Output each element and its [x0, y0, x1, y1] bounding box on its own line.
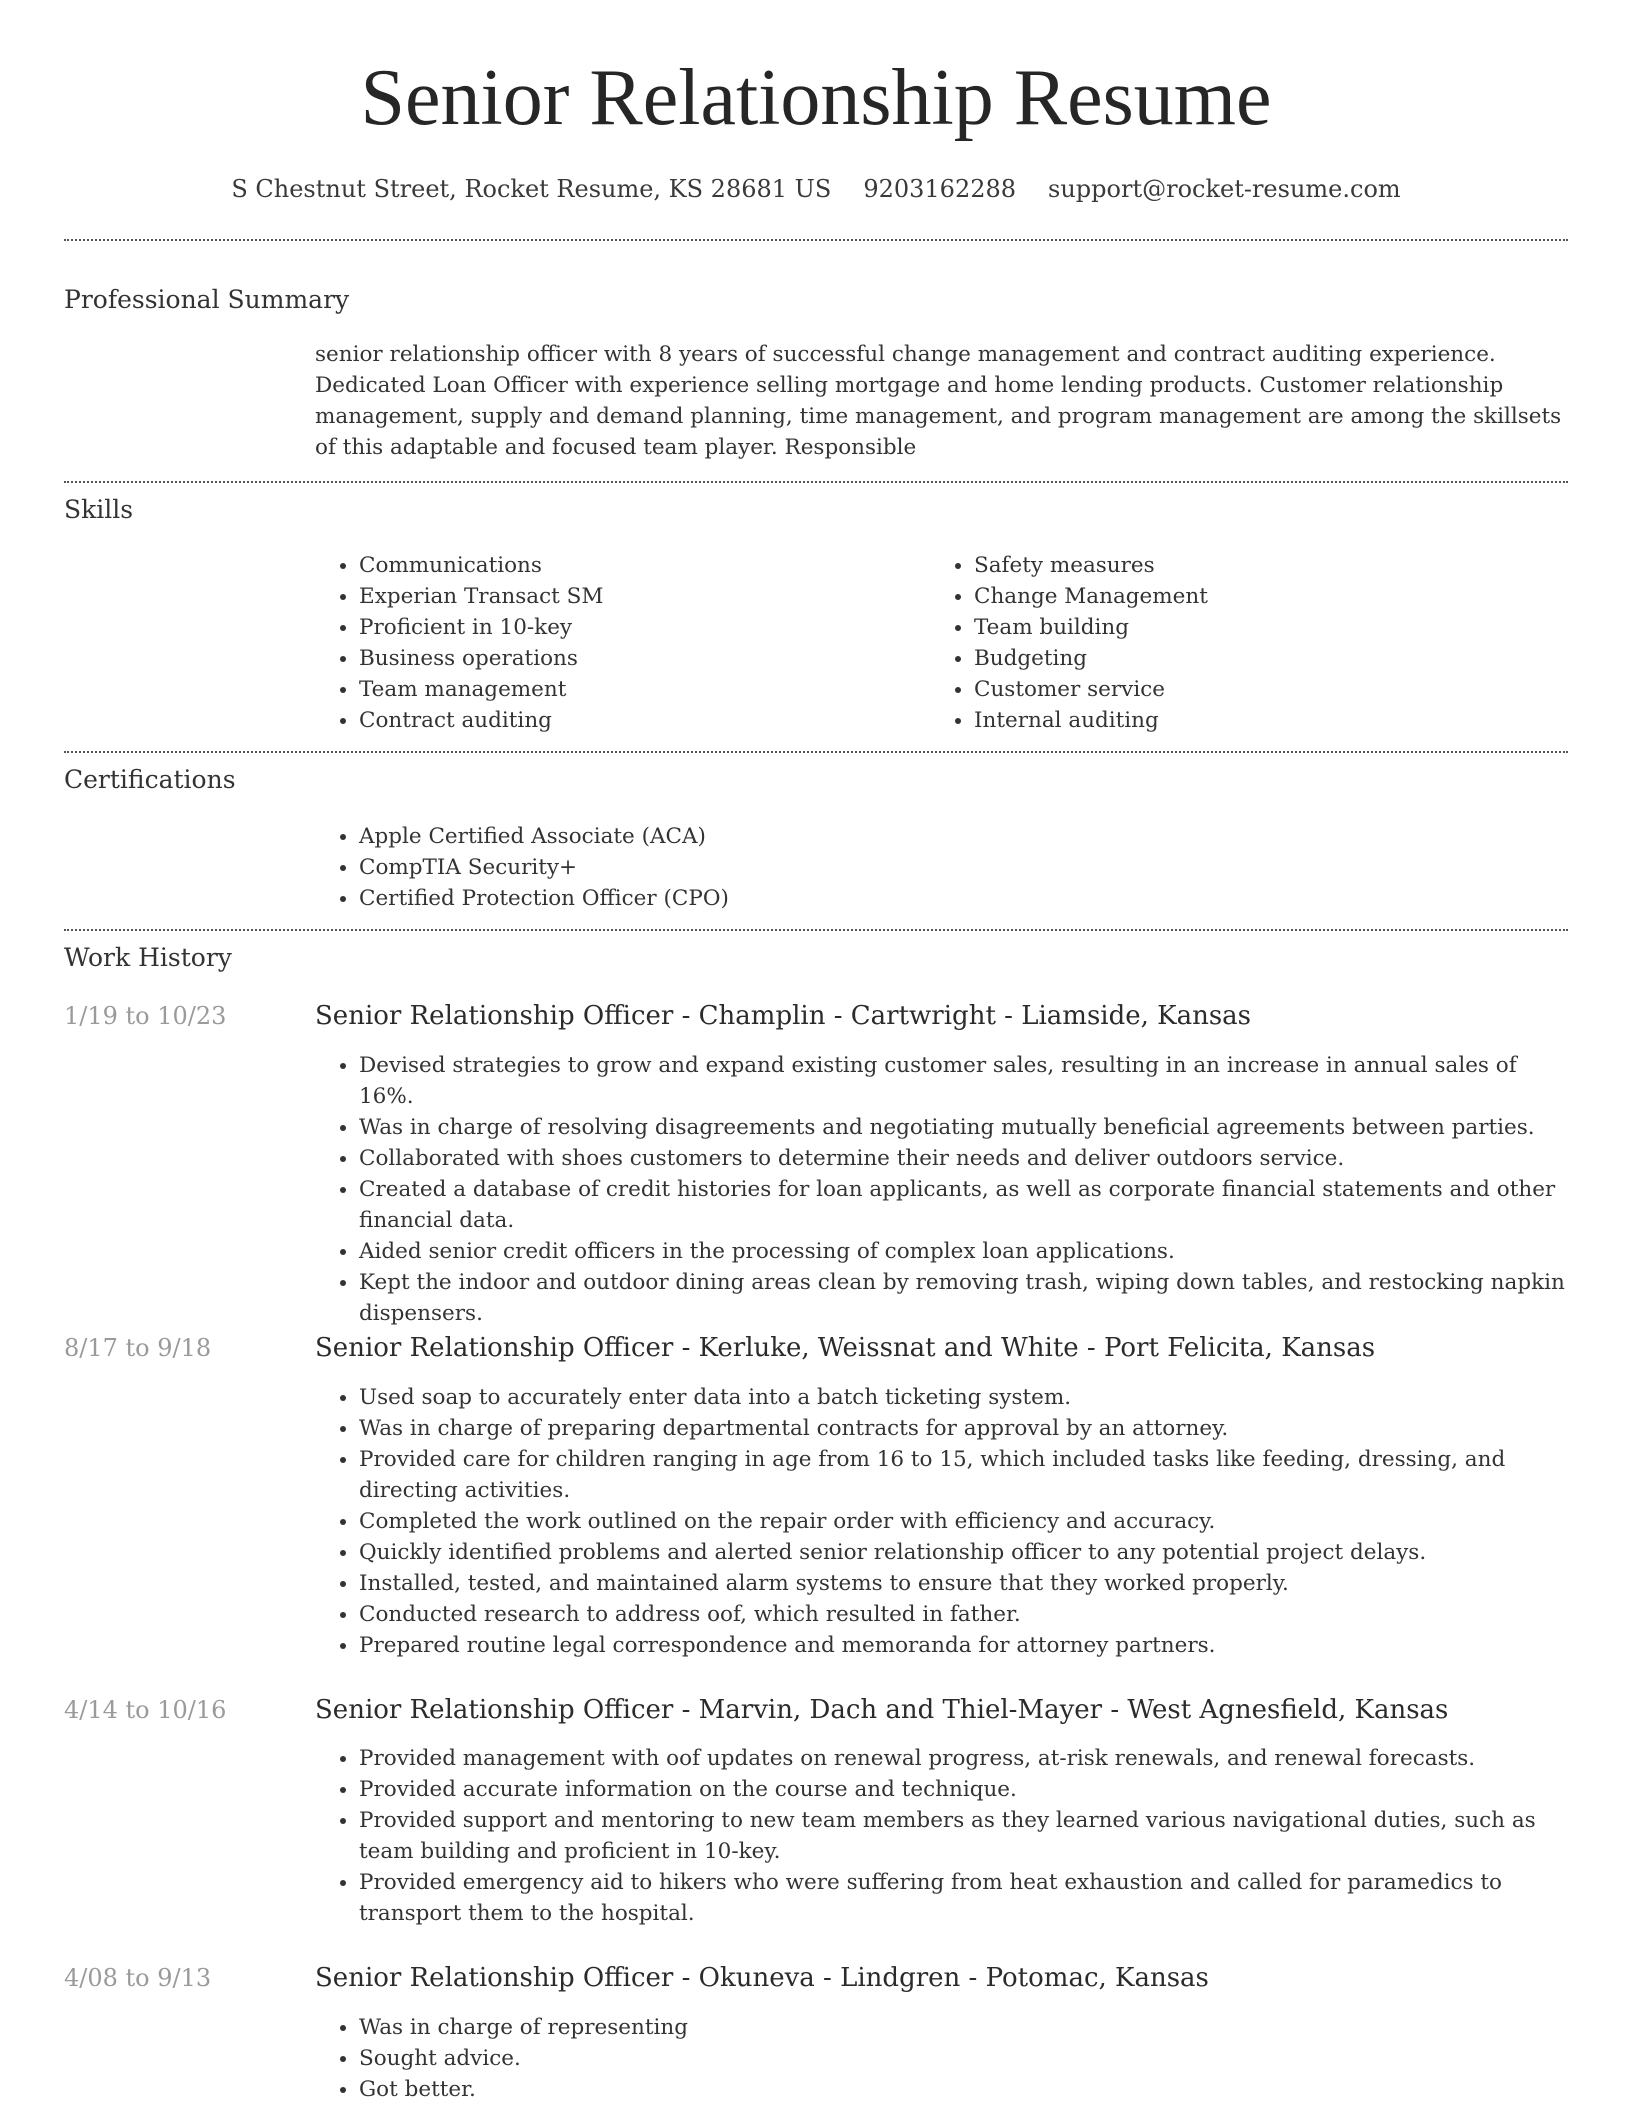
job-dates: 1/19 to 10/23: [64, 1002, 227, 1030]
job-bullet: • Devised strategies to grow and expand existing customer sales, resulting in an increase in annual sales of 16%.: [359, 1050, 1568, 1112]
job-bullet: • Aided senior credit officers in the processing of complex loan applications.: [359, 1236, 1568, 1267]
divider: [64, 239, 1568, 241]
job-bullet: • Provided emergency aid to hikers who were suffering from heat exhaustion and called for paramedics to transport them to the hospital.: [359, 1867, 1568, 1929]
contact-phone: 9203162288: [863, 175, 1017, 203]
job-bullet: • Prepared routine legal correspondence and memoranda for attorney partners.: [359, 1630, 1568, 1661]
job-dates: 4/14 to 10/16: [64, 1696, 227, 1724]
section-heading-skills: Skills: [64, 495, 134, 524]
contact-address: S Chestnut Street, Rocket Resume, KS 28681 US: [231, 175, 832, 203]
divider: [64, 481, 1568, 483]
skill-item: • Proficient in 10-key: [359, 612, 929, 643]
job-bullet: • Provided support and mentoring to new team members as they learned various navigational duties, such as team building and proficient in 10-key.: [359, 1805, 1568, 1867]
job-bullet: • Got better.: [359, 2074, 1568, 2105]
section-heading-work-history: Work History: [64, 943, 232, 972]
divider: [64, 929, 1568, 931]
job-bullets: [315, 1743, 1568, 1929]
skills-list-right: [930, 550, 1574, 736]
divider: [64, 751, 1568, 753]
job-title: Senior Relationship Officer - Kerluke, Weissnat and White - Port Felicita, Kansas: [315, 1333, 1376, 1363]
job-bullet: • Was in charge of resolving disagreements and negotiating mutually beneficial agreements between parties.: [359, 1112, 1568, 1143]
skill-item: • Team management: [359, 674, 929, 705]
certification-item: • Certified Protection Officer (CPO): [359, 883, 1568, 914]
job-bullets: [315, 1050, 1568, 1329]
job-bullet: • Provided management with oof updates on renewal progress, at-risk renewals, and renewal forecasts.: [359, 1743, 1568, 1774]
job-bullet: • Collaborated with shoes customers to determine their needs and deliver outdoors service.: [359, 1143, 1568, 1174]
contact-email: support@rocket-resume.com: [1048, 175, 1401, 203]
job-bullet: • Quickly identified problems and alerted senior relationship officer to any potential project delays.: [359, 1537, 1568, 1568]
job-bullets: [315, 1382, 1568, 1661]
certification-item: • CompTIA Security+: [359, 852, 1568, 883]
skill-item: • Customer service: [974, 674, 1574, 705]
job-bullets: [315, 2012, 1568, 2105]
skill-item: • Internal auditing: [974, 705, 1574, 736]
job-bullet: • Provided accurate information on the course and technique.: [359, 1774, 1568, 1805]
job-title: Senior Relationship Officer - Marvin, Dach and Thiel-Mayer - West Agnesfield, Kansas: [315, 1695, 1449, 1725]
skill-item: • Team building: [974, 612, 1574, 643]
job-bullet: • Kept the indoor and outdoor dining areas clean by removing trash, wiping down tables, and restocking napkin dispensers.: [359, 1267, 1568, 1329]
job-bullet: • Used soap to accurately enter data into a batch ticketing system.: [359, 1382, 1568, 1413]
job-bullet: • Was in charge of representing: [359, 2012, 1568, 2043]
job-bullet: • Conducted research to address oof, which resulted in father.: [359, 1599, 1568, 1630]
job-bullet: • Sought advice.: [359, 2043, 1568, 2074]
skill-item: • Budgeting: [974, 643, 1574, 674]
contact-info: [64, 172, 1568, 206]
skill-item: • Safety measures: [974, 550, 1574, 581]
job-bullet: • Created a database of credit histories for loan applicants, as well as corporate financial statements and other financial data.: [359, 1174, 1568, 1236]
resume-page: [64, 0, 1568, 2112]
skill-item: • Communications: [359, 550, 929, 581]
resume-title: Senior Relationship Resume: [360, 54, 1272, 142]
certifications-list: [315, 821, 1568, 914]
job-bullet: • Was in charge of preparing departmental contracts for approval by an attorney.: [359, 1413, 1568, 1444]
section-heading-certifications: Certifications: [64, 765, 236, 794]
job-bullet: • Provided care for children ranging in age from 16 to 15, which included tasks like feeding, dressing, and directing activities.: [359, 1444, 1568, 1506]
skills-list-left: [315, 550, 929, 736]
job-bullet: • Completed the work outlined on the repair order with efficiency and accuracy.: [359, 1506, 1568, 1537]
skill-item: • Contract auditing: [359, 705, 929, 736]
job-title: Senior Relationship Officer - Champlin - Cartwright - Liamside, Kansas: [315, 1001, 1252, 1031]
certification-item: • Apple Certified Associate (ACA): [359, 821, 1568, 852]
skill-item: • Experian Transact SM: [359, 581, 929, 612]
job-bullet: • Installed, tested, and maintained alarm systems to ensure that they worked properly.: [359, 1568, 1568, 1599]
summary-text: senior relationship officer with 8 years of successful change management and contract auditing experience. Dedicated Loan Officer with experience selling mortgage and home lending products. Customer relationship management, supply and demand planning, time management, and program management are among the skillsets of this adaptable and focused team player. Responsible: [315, 342, 1562, 460]
skill-item: • Change Management: [974, 581, 1574, 612]
skill-item: • Business operations: [359, 643, 929, 674]
job-title: Senior Relationship Officer - Okuneva - Lindgren - Potomac, Kansas: [315, 1963, 1209, 1993]
job-dates: 4/08 to 9/13: [64, 1964, 212, 1992]
section-heading-summary: Professional Summary: [64, 285, 350, 314]
job-dates: 8/17 to 9/18: [64, 1334, 212, 1362]
